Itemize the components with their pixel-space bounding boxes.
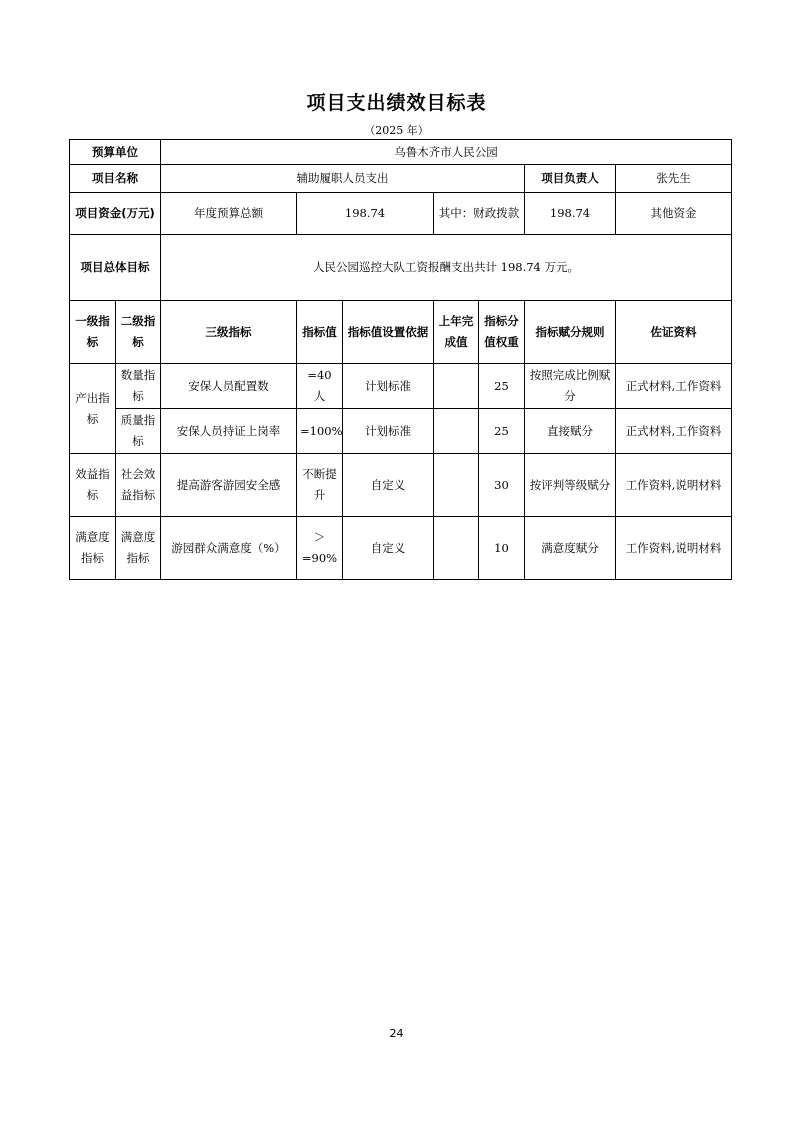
table-row: [70, 517, 732, 580]
weight-cell: 10: [479, 517, 525, 580]
weight-cell: 30: [479, 454, 525, 517]
project-name-label: 项目名称: [70, 165, 161, 193]
table-row: [70, 140, 732, 165]
level2-cell: 数量指标: [116, 364, 161, 409]
table-row: [70, 235, 732, 301]
fiscal-value: 198.74: [525, 193, 616, 235]
level2-cell: 社会效益指标: [116, 454, 161, 517]
annual-total-value: 198.74: [297, 193, 434, 235]
value-cell: =40 人: [297, 364, 343, 409]
column-header: 指标赋分规则: [525, 301, 616, 364]
last-year-cell: [434, 454, 479, 517]
goal-label: 项目总体目标: [70, 235, 161, 301]
basis-cell: 自定义: [343, 517, 434, 580]
rule-cell: 按照完成比例赋分: [525, 364, 616, 409]
level2-cell: 质量指标: [116, 409, 161, 454]
unit-label: 预算单位: [70, 140, 161, 165]
rule-cell: 按评判等级赋分: [525, 454, 616, 517]
value-cell: ＞=90%: [297, 517, 343, 580]
rule-cell: 直接赋分: [525, 409, 616, 454]
level1-cell: 效益指标: [70, 454, 116, 517]
weight-cell: 25: [479, 364, 525, 409]
last-year-cell: [434, 364, 479, 409]
basis-cell: 自定义: [343, 454, 434, 517]
column-header: 三级指标: [161, 301, 297, 364]
last-year-cell: [434, 517, 479, 580]
table-row: [70, 165, 732, 193]
column-header: 指标值: [297, 301, 343, 364]
rule-cell: 满意度赋分: [525, 517, 616, 580]
evidence-cell: 正式材料,工作资料: [616, 409, 732, 454]
table-row: [70, 454, 732, 517]
column-header: 佐证资料: [616, 301, 732, 364]
basis-cell: 计划标准: [343, 364, 434, 409]
leader-value: 张先生: [616, 165, 732, 193]
project-name-value: 辅助履职人员支出: [161, 165, 525, 193]
basis-cell: 计划标准: [343, 409, 434, 454]
table-row: [70, 409, 732, 454]
column-header: 一级指标: [70, 301, 116, 364]
annual-total-label: 年度预算总额: [161, 193, 297, 235]
leader-label: 项目负责人: [525, 165, 616, 193]
funds-label: 项目资金(万元): [70, 193, 161, 235]
table-row: [70, 193, 732, 235]
column-header: 指标值设置依据: [343, 301, 434, 364]
year-label: （2025 年）: [364, 124, 429, 137]
level3-cell: 安保人员持证上岗率: [161, 409, 297, 454]
header-row: [70, 301, 732, 364]
level1-cell: 产出指标: [70, 364, 116, 454]
performance-table: [69, 139, 732, 580]
page-title: 项目支出绩效目标表: [306, 92, 487, 114]
column-header: 上年完成值: [434, 301, 479, 364]
evidence-cell: 正式材料,工作资料: [616, 364, 732, 409]
fiscal-label: 其中：财政拨款: [434, 193, 525, 235]
table-row: [70, 364, 732, 409]
weight-cell: 25: [479, 409, 525, 454]
level1-cell: 满意度指标: [70, 517, 116, 580]
value-cell: 不断提升: [297, 454, 343, 517]
goal-value: 人民公园巡控大队工资报酬支出共计 198.74 万元。: [161, 235, 732, 301]
evidence-cell: 工作资料,说明材料: [616, 517, 732, 580]
column-header: 指标分值权重: [479, 301, 525, 364]
evidence-cell: 工作资料,说明材料: [616, 454, 732, 517]
value-cell: =100%: [297, 409, 343, 454]
unit-value: 乌鲁木齐市人民公园: [161, 140, 732, 165]
level2-cell: 满意度指标: [116, 517, 161, 580]
column-header: 二级指标: [116, 301, 161, 364]
level3-cell: 提高游客游园安全感: [161, 454, 297, 517]
level3-cell: 游园群众满意度（%）: [161, 517, 297, 580]
other-funds-label: 其他资金: [616, 193, 732, 235]
page-number: 24: [389, 1027, 404, 1040]
level3-cell: 安保人员配置数: [161, 364, 297, 409]
last-year-cell: [434, 409, 479, 454]
